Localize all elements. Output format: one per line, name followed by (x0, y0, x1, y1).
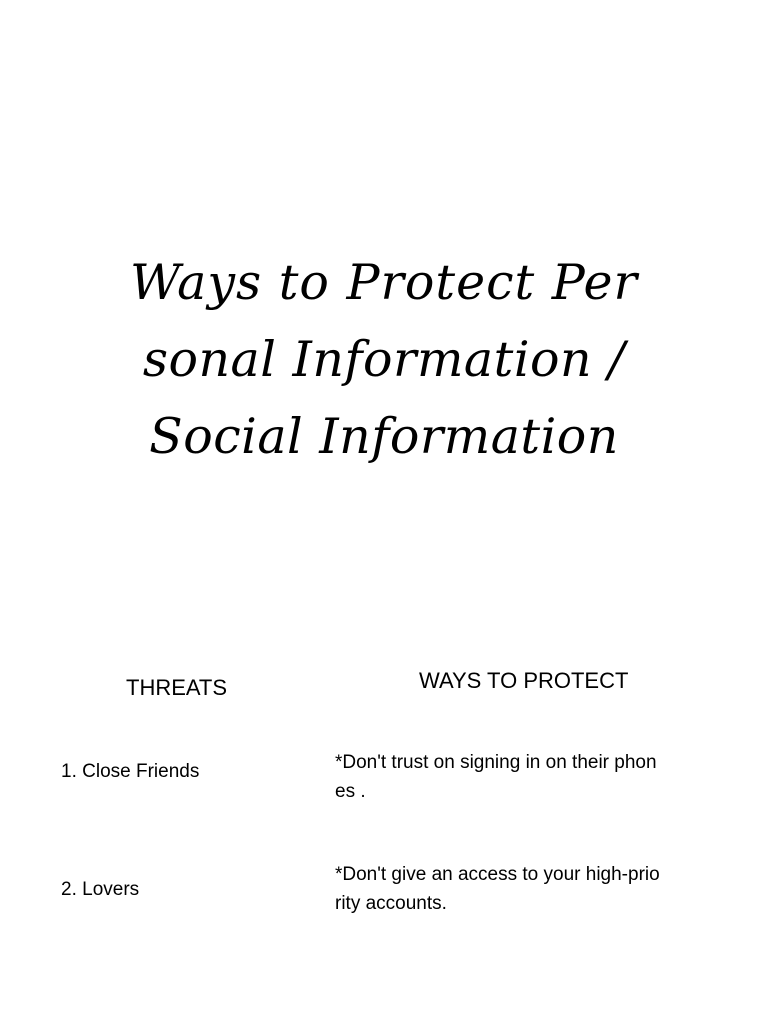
protect-item-line: es . (335, 781, 366, 802)
protect-item (335, 748, 715, 806)
protect-item (335, 860, 715, 918)
ways-to-protect-column-header: WAYS TO PROTECT (419, 668, 629, 693)
protect-item-line: *Don't give an access to your high-prio (335, 864, 660, 885)
page-title (0, 244, 768, 475)
protect-item-line: rity accounts. (335, 893, 447, 914)
title-line: Social Information (149, 408, 619, 465)
title-line: Ways to Protect Per (130, 254, 638, 311)
threat-item: 1. Close Friends (61, 761, 200, 782)
threats-column-header: THREATS (126, 675, 228, 700)
threat-item: 2. Lovers (61, 879, 140, 900)
protect-item-line: *Don't trust on signing in on their phon (335, 752, 657, 773)
title-line: sonal Information / (142, 331, 626, 388)
